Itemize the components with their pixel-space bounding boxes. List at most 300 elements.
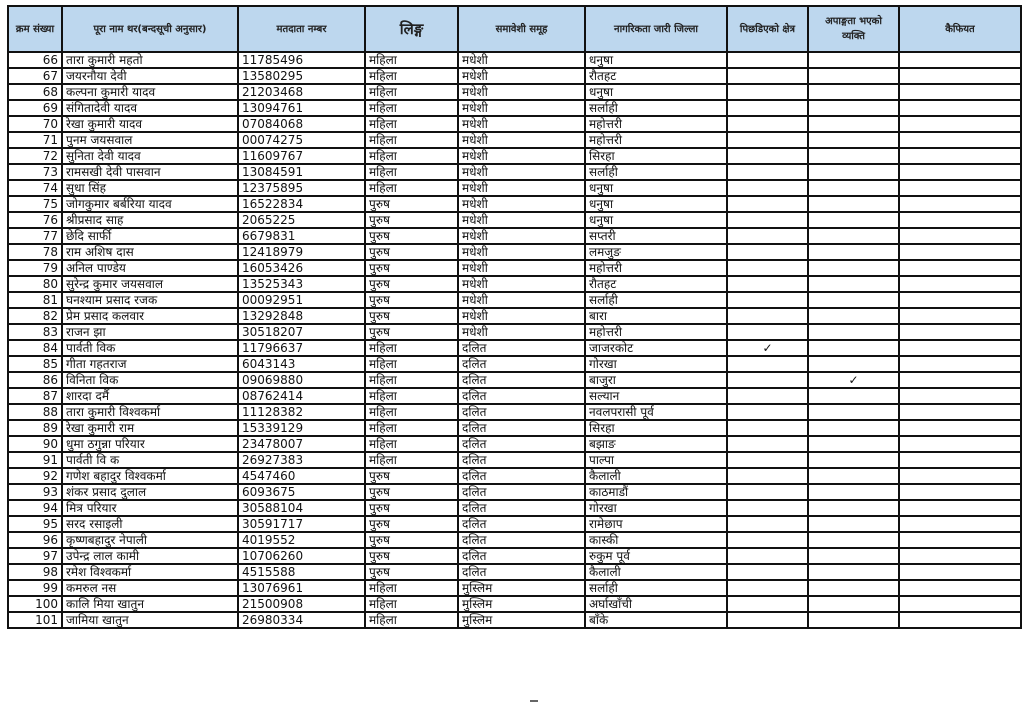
header-citizenship-district: नागरिकता जारी जिल्ला — [585, 6, 727, 52]
table-row — [8, 388, 1021, 404]
cell-serial: 90 — [8, 436, 62, 452]
cell-citizenship-district: महोत्तरी — [585, 324, 727, 340]
header-name: पूरा नाम थर(बन्दसूची अनुसार) — [62, 6, 238, 52]
table-row — [8, 324, 1021, 340]
cell-backward-area — [727, 180, 808, 196]
cell-remarks — [899, 164, 1021, 180]
cell-voter-no: 00092951 — [238, 292, 365, 308]
cell-gender: महिला — [365, 372, 458, 388]
table-row — [8, 100, 1021, 116]
cell-voter-no: 07084068 — [238, 116, 365, 132]
cell-serial: 82 — [8, 308, 62, 324]
cell-disabled-person — [808, 180, 899, 196]
cell-citizenship-district: धनुषा — [585, 180, 727, 196]
cell-gender: पुरुष — [365, 292, 458, 308]
table-row — [8, 420, 1021, 436]
cell-backward-area — [727, 564, 808, 580]
cell-inclusive-group: मधेशी — [458, 196, 585, 212]
cell-inclusive-group: मधेशी — [458, 52, 585, 68]
cell-remarks — [899, 356, 1021, 372]
cell-remarks — [899, 68, 1021, 84]
cell-name: राजन झा — [62, 324, 238, 340]
table-row — [8, 484, 1021, 500]
cell-inclusive-group: मधेशी — [458, 116, 585, 132]
table-row — [8, 196, 1021, 212]
cell-serial: 66 — [8, 52, 62, 68]
cell-disabled-person — [808, 580, 899, 596]
cell-citizenship-district: कैलाली — [585, 564, 727, 580]
cell-gender: महिला — [365, 148, 458, 164]
cell-gender: महिला — [365, 116, 458, 132]
cell-serial: 94 — [8, 500, 62, 516]
cell-citizenship-district: सप्तरी — [585, 228, 727, 244]
cell-name: रमेश विश्वकर्मा — [62, 564, 238, 580]
cell-serial: 73 — [8, 164, 62, 180]
cell-disabled-person — [808, 564, 899, 580]
cell-inclusive-group: दलित — [458, 564, 585, 580]
cell-serial: 68 — [8, 84, 62, 100]
cell-disabled-person — [808, 52, 899, 68]
cell-name: श्रीप्रसाद साह — [62, 212, 238, 228]
cell-voter-no: 13084591 — [238, 164, 365, 180]
cell-serial: 76 — [8, 212, 62, 228]
cell-gender: पुरुष — [365, 228, 458, 244]
cell-disabled-person — [808, 548, 899, 564]
cell-name: रेखा कुमारी यादव — [62, 116, 238, 132]
cell-serial: 93 — [8, 484, 62, 500]
cell-disabled-person — [808, 308, 899, 324]
cell-name: मित्र परियार — [62, 500, 238, 516]
cell-citizenship-district: गोरखा — [585, 500, 727, 516]
cell-gender: महिला — [365, 68, 458, 84]
cell-citizenship-district: जाजरकोट — [585, 340, 727, 356]
cell-backward-area — [727, 596, 808, 612]
cell-remarks — [899, 564, 1021, 580]
cell-remarks — [899, 500, 1021, 516]
cell-inclusive-group: दलित — [458, 356, 585, 372]
cell-backward-area — [727, 228, 808, 244]
cell-gender: पुरुष — [365, 548, 458, 564]
cell-remarks — [899, 404, 1021, 420]
cell-inclusive-group: दलित — [458, 484, 585, 500]
cell-gender: पुरुष — [365, 276, 458, 292]
cell-voter-no: 4547460 — [238, 468, 365, 484]
cell-inclusive-group: मधेशी — [458, 276, 585, 292]
cell-gender: महिला — [365, 84, 458, 100]
cell-gender: पुरुष — [365, 516, 458, 532]
table-row — [8, 292, 1021, 308]
cell-gender: महिला — [365, 388, 458, 404]
cell-citizenship-district: सर्लाही — [585, 100, 727, 116]
cell-name: अनिल पाण्डेय — [62, 260, 238, 276]
cell-name: रेखा कुमारी राम — [62, 420, 238, 436]
cell-gender: पुरुष — [365, 196, 458, 212]
cell-name: गीता गहतराज — [62, 356, 238, 372]
table-row — [8, 260, 1021, 276]
cell-citizenship-district: धनुषा — [585, 196, 727, 212]
cell-citizenship-district: धनुषा — [585, 52, 727, 68]
cell-name: कालि मिया खातुन — [62, 596, 238, 612]
cell-citizenship-district: बाँके — [585, 612, 727, 628]
cell-disabled-person — [808, 244, 899, 260]
cell-serial: 87 — [8, 388, 62, 404]
cell-backward-area — [727, 612, 808, 628]
cell-citizenship-district: रौतहट — [585, 276, 727, 292]
cell-citizenship-district: सिरहा — [585, 148, 727, 164]
cell-serial: 83 — [8, 324, 62, 340]
cell-disabled-person-check-icon: ✓ — [808, 372, 899, 388]
cell-remarks — [899, 292, 1021, 308]
cell-inclusive-group: दलित — [458, 340, 585, 356]
cell-citizenship-district: पाल्पा — [585, 452, 727, 468]
cell-inclusive-group: मधेशी — [458, 148, 585, 164]
cell-disabled-person — [808, 276, 899, 292]
table-row — [8, 52, 1021, 68]
cell-name: कमरुल नस — [62, 580, 238, 596]
cell-remarks — [899, 548, 1021, 564]
cell-disabled-person — [808, 436, 899, 452]
cell-voter-no: 13076961 — [238, 580, 365, 596]
cell-serial: 96 — [8, 532, 62, 548]
cell-serial: 84 — [8, 340, 62, 356]
cell-gender: पुरुष — [365, 564, 458, 580]
header-disabled-person: अपाङ्गता भएको व्यक्ति — [808, 6, 899, 52]
cell-disabled-person — [808, 84, 899, 100]
header-remarks: कैफियत — [899, 6, 1021, 52]
cell-voter-no: 11796637 — [238, 340, 365, 356]
table-row — [8, 372, 1021, 388]
cell-inclusive-group: मधेशी — [458, 180, 585, 196]
cell-gender: महिला — [365, 340, 458, 356]
cell-voter-no: 4019552 — [238, 532, 365, 548]
cell-citizenship-district: काठमाडौं — [585, 484, 727, 500]
cell-voter-no: 21203468 — [238, 84, 365, 100]
cell-backward-area — [727, 116, 808, 132]
cell-name: कल्पना कुमारी यादव — [62, 84, 238, 100]
cell-inclusive-group: मधेशी — [458, 132, 585, 148]
cell-backward-area — [727, 484, 808, 500]
cell-gender: पुरुष — [365, 484, 458, 500]
cell-voter-no: 26927383 — [238, 452, 365, 468]
cell-backward-area — [727, 52, 808, 68]
cell-backward-area — [727, 84, 808, 100]
cell-gender: पुरुष — [365, 308, 458, 324]
header-gender: लिङ्ग — [365, 6, 458, 52]
cell-serial: 67 — [8, 68, 62, 84]
cell-citizenship-district: धनुषा — [585, 84, 727, 100]
cell-citizenship-district: सर्लाही — [585, 580, 727, 596]
cell-voter-no: 6679831 — [238, 228, 365, 244]
cell-voter-no: 6043143 — [238, 356, 365, 372]
header-row — [8, 6, 1021, 52]
cell-serial: 85 — [8, 356, 62, 372]
cell-name: सुधा सिंह — [62, 180, 238, 196]
cell-remarks — [899, 308, 1021, 324]
cell-voter-no: 11128382 — [238, 404, 365, 420]
cell-name: उपेन्द्र लाल कामी — [62, 548, 238, 564]
cell-backward-area — [727, 468, 808, 484]
cell-voter-no: 2065225 — [238, 212, 365, 228]
cell-serial: 72 — [8, 148, 62, 164]
cell-name: संगितादेवी यादव — [62, 100, 238, 116]
cell-citizenship-district: बारा — [585, 308, 727, 324]
cell-voter-no: 16522834 — [238, 196, 365, 212]
cell-voter-no: 12418979 — [238, 244, 365, 260]
cell-name: छेदि सार्फी — [62, 228, 238, 244]
cell-disabled-person — [808, 484, 899, 500]
cell-remarks — [899, 276, 1021, 292]
cell-backward-area — [727, 292, 808, 308]
cell-remarks — [899, 372, 1021, 388]
table-row — [8, 132, 1021, 148]
cell-remarks — [899, 116, 1021, 132]
cell-voter-no: 10706260 — [238, 548, 365, 564]
cell-gender: महिला — [365, 404, 458, 420]
cell-gender: पुरुष — [365, 500, 458, 516]
cell-voter-no: 23478007 — [238, 436, 365, 452]
cell-voter-no: 30588104 — [238, 500, 365, 516]
cell-remarks — [899, 596, 1021, 612]
cell-backward-area — [727, 372, 808, 388]
cell-inclusive-group: मधेशी — [458, 212, 585, 228]
cell-gender: पुरुष — [365, 468, 458, 484]
table-row — [8, 180, 1021, 196]
cell-name: धुमा ठगुन्ना परियार — [62, 436, 238, 452]
cell-inclusive-group: मुस्लिम — [458, 596, 585, 612]
cell-disabled-person — [808, 612, 899, 628]
cell-name: विनिता विक — [62, 372, 238, 388]
cell-disabled-person — [808, 388, 899, 404]
table-row — [8, 116, 1021, 132]
cell-gender: महिला — [365, 612, 458, 628]
cell-serial: 70 — [8, 116, 62, 132]
cell-name: पुनम जयसवाल — [62, 132, 238, 148]
cell-name: घनश्याम प्रसाद रजक — [62, 292, 238, 308]
cell-voter-no: 11785496 — [238, 52, 365, 68]
cell-serial: 89 — [8, 420, 62, 436]
cell-inclusive-group: दलित — [458, 404, 585, 420]
table-row — [8, 612, 1021, 628]
cell-citizenship-district: महोत्तरी — [585, 116, 727, 132]
cell-disabled-person — [808, 532, 899, 548]
cell-backward-area — [727, 196, 808, 212]
cell-citizenship-district: महोत्तरी — [585, 260, 727, 276]
cell-remarks — [899, 484, 1021, 500]
cell-inclusive-group: दलित — [458, 516, 585, 532]
table-row — [8, 580, 1021, 596]
cell-citizenship-district: सर्लाही — [585, 164, 727, 180]
cell-serial: 98 — [8, 564, 62, 580]
cell-remarks — [899, 340, 1021, 356]
cell-disabled-person — [808, 292, 899, 308]
cell-disabled-person — [808, 324, 899, 340]
cell-voter-no: 30591717 — [238, 516, 365, 532]
cell-backward-area — [727, 532, 808, 548]
cell-remarks — [899, 212, 1021, 228]
cell-gender: महिला — [365, 436, 458, 452]
cell-remarks — [899, 100, 1021, 116]
cell-voter-no: 30518207 — [238, 324, 365, 340]
cell-disabled-person — [808, 468, 899, 484]
cell-gender: महिला — [365, 180, 458, 196]
cell-gender: महिला — [365, 52, 458, 68]
cell-name: जोगकुमार बर्बरिया यादव — [62, 196, 238, 212]
cell-citizenship-district: सर्लाही — [585, 292, 727, 308]
table-row — [8, 452, 1021, 468]
cell-backward-area — [727, 356, 808, 372]
candidate-list-table — [7, 5, 1022, 629]
header-backward-area: पिछडिएको क्षेत्र — [727, 6, 808, 52]
cell-remarks — [899, 84, 1021, 100]
cell-disabled-person — [808, 500, 899, 516]
cell-remarks — [899, 516, 1021, 532]
cell-disabled-person — [808, 212, 899, 228]
cell-voter-no: 09069880 — [238, 372, 365, 388]
cell-disabled-person — [808, 516, 899, 532]
cell-disabled-person — [808, 132, 899, 148]
cell-name: राम अशिष दास — [62, 244, 238, 260]
cell-voter-no: 13292848 — [238, 308, 365, 324]
cell-inclusive-group: दलित — [458, 388, 585, 404]
cell-serial: 81 — [8, 292, 62, 308]
cell-citizenship-district: गोरखा — [585, 356, 727, 372]
cell-remarks — [899, 132, 1021, 148]
cell-voter-no: 4515588 — [238, 564, 365, 580]
cell-disabled-person — [808, 596, 899, 612]
cell-serial: 79 — [8, 260, 62, 276]
cell-name: सुरेन्द्र कुमार जयसवाल — [62, 276, 238, 292]
cell-voter-no: 13580295 — [238, 68, 365, 84]
cell-gender: महिला — [365, 100, 458, 116]
cell-backward-area — [727, 148, 808, 164]
cell-disabled-person — [808, 148, 899, 164]
cell-disabled-person — [808, 228, 899, 244]
cell-inclusive-group: दलित — [458, 420, 585, 436]
cell-remarks — [899, 420, 1021, 436]
cell-disabled-person — [808, 404, 899, 420]
cell-inclusive-group: दलित — [458, 532, 585, 548]
cell-backward-area — [727, 244, 808, 260]
cell-voter-no: 00074275 — [238, 132, 365, 148]
table-row — [8, 164, 1021, 180]
table-row — [8, 468, 1021, 484]
cell-gender: महिला — [365, 452, 458, 468]
cell-remarks — [899, 388, 1021, 404]
cell-inclusive-group: दलित — [458, 452, 585, 468]
cell-backward-area — [727, 548, 808, 564]
cell-serial: 80 — [8, 276, 62, 292]
cell-voter-no: 12375895 — [238, 180, 365, 196]
table-row — [8, 356, 1021, 372]
cell-gender: महिला — [365, 596, 458, 612]
table-row — [8, 340, 1021, 356]
cell-disabled-person — [808, 452, 899, 468]
cell-gender: महिला — [365, 164, 458, 180]
cell-serial: 78 — [8, 244, 62, 260]
table-row — [8, 84, 1021, 100]
cell-serial: 77 — [8, 228, 62, 244]
cell-serial: 75 — [8, 196, 62, 212]
cell-disabled-person — [808, 164, 899, 180]
cell-inclusive-group: मधेशी — [458, 100, 585, 116]
cell-citizenship-district: सिरहा — [585, 420, 727, 436]
cell-voter-no: 08762414 — [238, 388, 365, 404]
cell-serial: 69 — [8, 100, 62, 116]
cell-inclusive-group: मधेशी — [458, 164, 585, 180]
cell-serial: 100 — [8, 596, 62, 612]
cell-remarks — [899, 228, 1021, 244]
cell-inclusive-group: मुस्लिम — [458, 612, 585, 628]
cell-citizenship-district: बझाङ — [585, 436, 727, 452]
cell-citizenship-district: नवलपरासी पूर्व — [585, 404, 727, 420]
cell-inclusive-group: दलित — [458, 500, 585, 516]
cell-inclusive-group: मधेशी — [458, 260, 585, 276]
cell-inclusive-group: मधेशी — [458, 228, 585, 244]
cell-backward-area — [727, 100, 808, 116]
cell-backward-area — [727, 388, 808, 404]
cell-disabled-person — [808, 100, 899, 116]
cell-backward-area — [727, 68, 808, 84]
cell-remarks — [899, 468, 1021, 484]
cell-name: तारा कुमारी महतो — [62, 52, 238, 68]
cell-serial: 101 — [8, 612, 62, 628]
cell-voter-no: 16053426 — [238, 260, 365, 276]
cell-disabled-person — [808, 420, 899, 436]
cell-remarks — [899, 532, 1021, 548]
cell-disabled-person — [808, 260, 899, 276]
cell-name: जयरनौया देवी — [62, 68, 238, 84]
cell-disabled-person — [808, 68, 899, 84]
cell-inclusive-group: मधेशी — [458, 308, 585, 324]
cell-name: कृष्णबहादुर नेपाली — [62, 532, 238, 548]
cell-remarks — [899, 244, 1021, 260]
cell-voter-no: 15339129 — [238, 420, 365, 436]
cell-voter-no: 13094761 — [238, 100, 365, 116]
table-row — [8, 548, 1021, 564]
table-row — [8, 564, 1021, 580]
cell-serial: 86 — [8, 372, 62, 388]
header-serial: क्रम संख्या — [8, 6, 62, 52]
cell-gender: महिला — [365, 132, 458, 148]
cell-backward-area — [727, 260, 808, 276]
cell-inclusive-group: मधेशी — [458, 244, 585, 260]
cell-citizenship-district: रामेछाप — [585, 516, 727, 532]
cell-inclusive-group: मधेशी — [458, 84, 585, 100]
cell-remarks — [899, 260, 1021, 276]
cell-serial: 99 — [8, 580, 62, 596]
cell-backward-area — [727, 436, 808, 452]
cell-remarks — [899, 612, 1021, 628]
cell-disabled-person — [808, 116, 899, 132]
cell-citizenship-district: रौतहट — [585, 68, 727, 84]
cell-citizenship-district: कास्की — [585, 532, 727, 548]
cell-remarks — [899, 436, 1021, 452]
cell-gender: महिला — [365, 420, 458, 436]
cell-serial: 91 — [8, 452, 62, 468]
cell-inclusive-group: मुस्लिम — [458, 580, 585, 596]
cell-remarks — [899, 52, 1021, 68]
cell-backward-area — [727, 500, 808, 516]
table-row — [8, 276, 1021, 292]
table-body — [8, 52, 1021, 628]
cell-gender: पुरुष — [365, 532, 458, 548]
cell-disabled-person — [808, 340, 899, 356]
cell-name: गणेश बहादुर विश्वकर्मा — [62, 468, 238, 484]
table-row — [8, 516, 1021, 532]
cell-serial: 95 — [8, 516, 62, 532]
cell-name: रामसखी देवी पासवान — [62, 164, 238, 180]
cell-remarks — [899, 196, 1021, 212]
